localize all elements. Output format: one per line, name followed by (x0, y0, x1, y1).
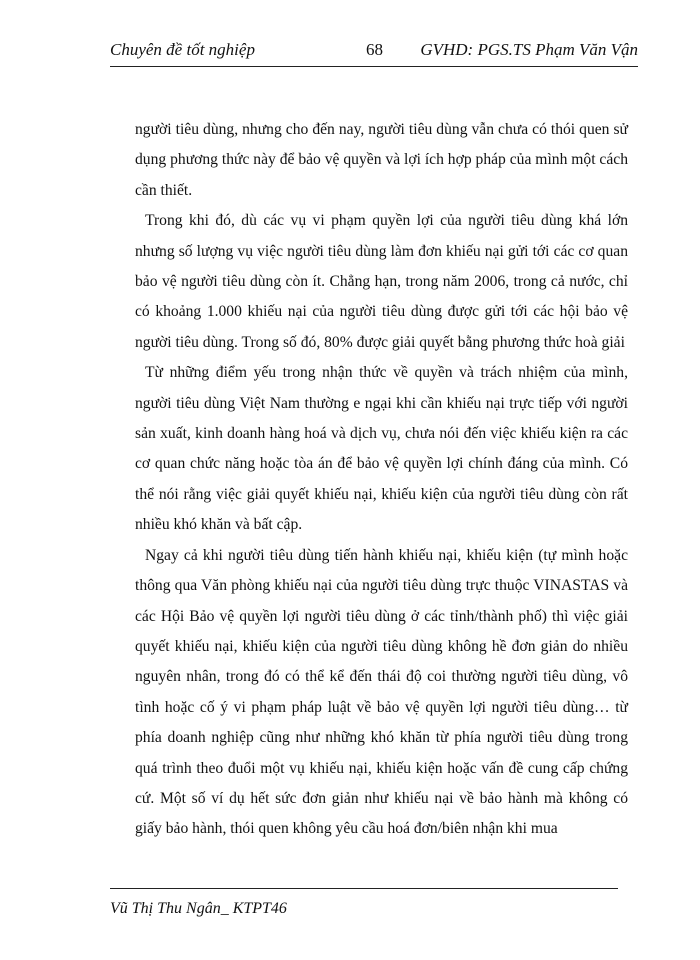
header-divider (110, 66, 638, 67)
footer-divider (110, 888, 618, 889)
paragraph: Trong khi đó, dù các vụ vi phạm quyền lợi của người tiêu dùng khá lớn nhưng số lượng vụ việc người tiêu dùng làm đơn khiếu nại gửi tới các cơ quan bảo vệ người tiêu dùng còn ít. Chẳng hạn, trong năm 2006, trong cả nước, chỉ có khoảng 1.000 khiếu nại của người tiêu dùng được gửi tới các hội bảo vệ người tiêu dùng. Trong số đó, 80% được giải quyết bằng phương thức hoà giải (135, 212, 628, 351)
paragraph: Ngay cả khi người tiêu dùng tiến hành khiếu nại, khiếu kiện (tự mình hoặc thông qua Văn phòng khiếu nại của người tiêu dùng trực thuộc VINASTAS và các Hội Bảo vệ quyền lợi người tiêu dùng ở các tỉnh/thành phố) thì việc giải quyết khiếu nại, khiếu kiện của người tiêu dùng không hề đơn giản do nhiều nguyên nhân, trong đó có thể kể đến thái độ coi thường người tiêu dùng, vô tình hoặc cố ý vi phạm pháp luật về bảo vệ quyền lợi người tiêu dùng… từ phía doanh nghiệp cũng như những khó khăn từ phía người tiêu dùng trong quá trình theo đuổi một vụ khiếu nại, khiếu kiện hoặc vấn đề cung cấp chứng cứ. Một số ví dụ hết sức đơn giản như khiếu nại về bảo hành mà không có giấy bảo hành, thói quen không yêu cầu hoá đơn/biên nhận khi mua (135, 546, 628, 838)
document-title: Chuyên đề tốt nghiệp (110, 40, 255, 59)
paragraph-continued: người tiêu dùng, nhưng cho đến nay, người tiêu dùng vẫn chưa có thói quen sử dụng phương thức này để bảo vệ quyền và lợi ích hợp pháp của mình một cách cần thiết. (135, 121, 628, 199)
paragraph: Từ những điểm yếu trong nhận thức về quyền và trách nhiệm của mình, người tiêu dùng Việt Nam thường e ngại khi cần khiếu nại trực tiếp với người sản xuất, kinh doanh hàng hoá và dịch vụ, chưa nói đến việc khiếu kiện ra các cơ quan chức năng hoặc tòa án để bảo vệ quyền lợi chính đáng của mình. Có thể nói rằng việc giải quyết khiếu nại, khiếu kiện của người tiêu dùng còn rất nhiều khó khăn và bất cập. (135, 364, 628, 534)
supervisor-name: GVHD: PGS.TS Phạm Văn Vận (420, 40, 638, 59)
page-header (110, 40, 638, 68)
page-footer (110, 900, 287, 918)
document-body (135, 115, 628, 845)
page-number: 68 (366, 40, 383, 59)
author-name: Vũ Thị Thu Ngân_ KTPT46 (110, 900, 287, 917)
